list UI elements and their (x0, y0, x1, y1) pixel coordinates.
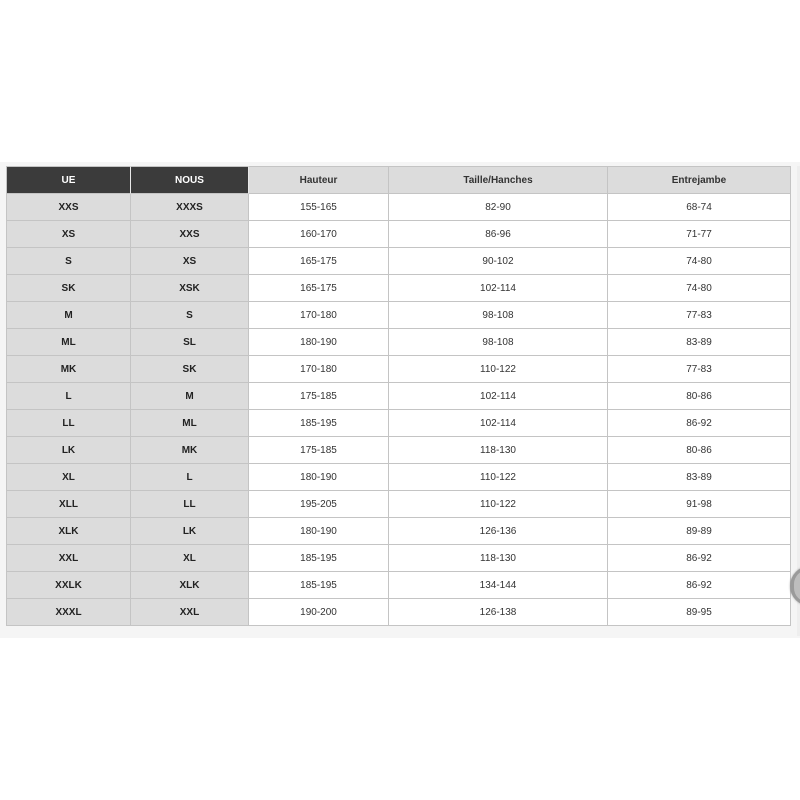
cell-waist-hips: 86-96 (389, 221, 608, 248)
table-row (6, 518, 791, 545)
cell-eu-size: XLL (6, 491, 131, 518)
table-row (6, 221, 791, 248)
cell-us-size: XXS (131, 221, 249, 248)
cell-inseam: 77-83 (608, 302, 791, 329)
cell-inseam: 91-98 (608, 491, 791, 518)
table-row (6, 572, 791, 599)
table-row (6, 599, 791, 626)
cell-height: 180-190 (249, 518, 389, 545)
header-height: Hauteur (249, 166, 389, 194)
cell-us-size: XL (131, 545, 249, 572)
cell-height: 170-180 (249, 356, 389, 383)
cell-us-size: S (131, 302, 249, 329)
cell-eu-size: XLK (6, 518, 131, 545)
table-row (6, 356, 791, 383)
cell-height: 170-180 (249, 302, 389, 329)
cell-us-size: SL (131, 329, 249, 356)
table-row (6, 545, 791, 572)
cell-us-size: LL (131, 491, 249, 518)
cell-us-size: XXL (131, 599, 249, 626)
header-us-size: NOUS (131, 166, 249, 194)
cell-inseam: 89-89 (608, 518, 791, 545)
cell-eu-size: M (6, 302, 131, 329)
cell-inseam: 89-95 (608, 599, 791, 626)
cell-height: 190-200 (249, 599, 389, 626)
cell-waist-hips: 118-130 (389, 545, 608, 572)
table-row (6, 491, 791, 518)
header-inseam: Entrejambe (608, 166, 791, 194)
cell-waist-hips: 102-114 (389, 275, 608, 302)
cell-inseam: 83-89 (608, 329, 791, 356)
table-row (6, 302, 791, 329)
cell-waist-hips: 90-102 (389, 248, 608, 275)
cell-us-size: XLK (131, 572, 249, 599)
cell-height: 195-205 (249, 491, 389, 518)
cell-inseam: 86-92 (608, 572, 791, 599)
cell-height: 175-185 (249, 437, 389, 464)
cell-us-size: XSK (131, 275, 249, 302)
table-row (6, 464, 791, 491)
cell-inseam: 74-80 (608, 275, 791, 302)
cell-eu-size: XXLK (6, 572, 131, 599)
cell-eu-size: L (6, 383, 131, 410)
cell-eu-size: XL (6, 464, 131, 491)
size-chart-table (6, 166, 791, 626)
cell-height: 155-165 (249, 194, 389, 221)
size-chart-container (0, 162, 800, 638)
cell-height: 180-190 (249, 329, 389, 356)
cell-eu-size: XXL (6, 545, 131, 572)
cell-inseam: 83-89 (608, 464, 791, 491)
cell-eu-size: SK (6, 275, 131, 302)
cell-inseam: 74-80 (608, 248, 791, 275)
cell-inseam: 80-86 (608, 383, 791, 410)
table-row (6, 194, 791, 221)
cell-waist-hips: 82-90 (389, 194, 608, 221)
cell-eu-size: LK (6, 437, 131, 464)
cell-waist-hips: 126-138 (389, 599, 608, 626)
cell-waist-hips: 102-114 (389, 383, 608, 410)
cell-inseam: 71-77 (608, 221, 791, 248)
table-row (6, 275, 791, 302)
cell-eu-size: MK (6, 356, 131, 383)
cell-height: 185-195 (249, 410, 389, 437)
cell-waist-hips: 102-114 (389, 410, 608, 437)
cell-height: 180-190 (249, 464, 389, 491)
cell-us-size: MK (131, 437, 249, 464)
cell-height: 175-185 (249, 383, 389, 410)
cell-us-size: LK (131, 518, 249, 545)
table-header-row (6, 166, 791, 194)
cell-us-size: XS (131, 248, 249, 275)
header-eu-size: UE (6, 166, 131, 194)
cell-inseam: 86-92 (608, 410, 791, 437)
cell-waist-hips: 126-136 (389, 518, 608, 545)
cell-eu-size: XXS (6, 194, 131, 221)
cell-waist-hips: 98-108 (389, 302, 608, 329)
cell-us-size: ML (131, 410, 249, 437)
cell-waist-hips: 110-122 (389, 356, 608, 383)
cell-height: 185-195 (249, 572, 389, 599)
cell-height: 165-175 (249, 248, 389, 275)
cell-height: 185-195 (249, 545, 389, 572)
cell-height: 165-175 (249, 275, 389, 302)
cell-eu-size: ML (6, 329, 131, 356)
cell-height: 160-170 (249, 221, 389, 248)
cell-eu-size: XXXL (6, 599, 131, 626)
table-row (6, 437, 791, 464)
cell-us-size: SK (131, 356, 249, 383)
cell-us-size: M (131, 383, 249, 410)
table-row (6, 410, 791, 437)
cell-us-size: XXXS (131, 194, 249, 221)
cell-inseam: 68-74 (608, 194, 791, 221)
table-row (6, 383, 791, 410)
cell-us-size: L (131, 464, 249, 491)
cell-eu-size: XS (6, 221, 131, 248)
header-waist-hips: Taille/Hanches (389, 166, 608, 194)
cell-waist-hips: 134-144 (389, 572, 608, 599)
cell-inseam: 86-92 (608, 545, 791, 572)
cell-waist-hips: 118-130 (389, 437, 608, 464)
cell-eu-size: LL (6, 410, 131, 437)
table-row (6, 248, 791, 275)
cell-eu-size: S (6, 248, 131, 275)
cell-waist-hips: 98-108 (389, 329, 608, 356)
table-row (6, 329, 791, 356)
cell-waist-hips: 110-122 (389, 491, 608, 518)
cell-waist-hips: 110-122 (389, 464, 608, 491)
cell-inseam: 77-83 (608, 356, 791, 383)
cell-inseam: 80-86 (608, 437, 791, 464)
